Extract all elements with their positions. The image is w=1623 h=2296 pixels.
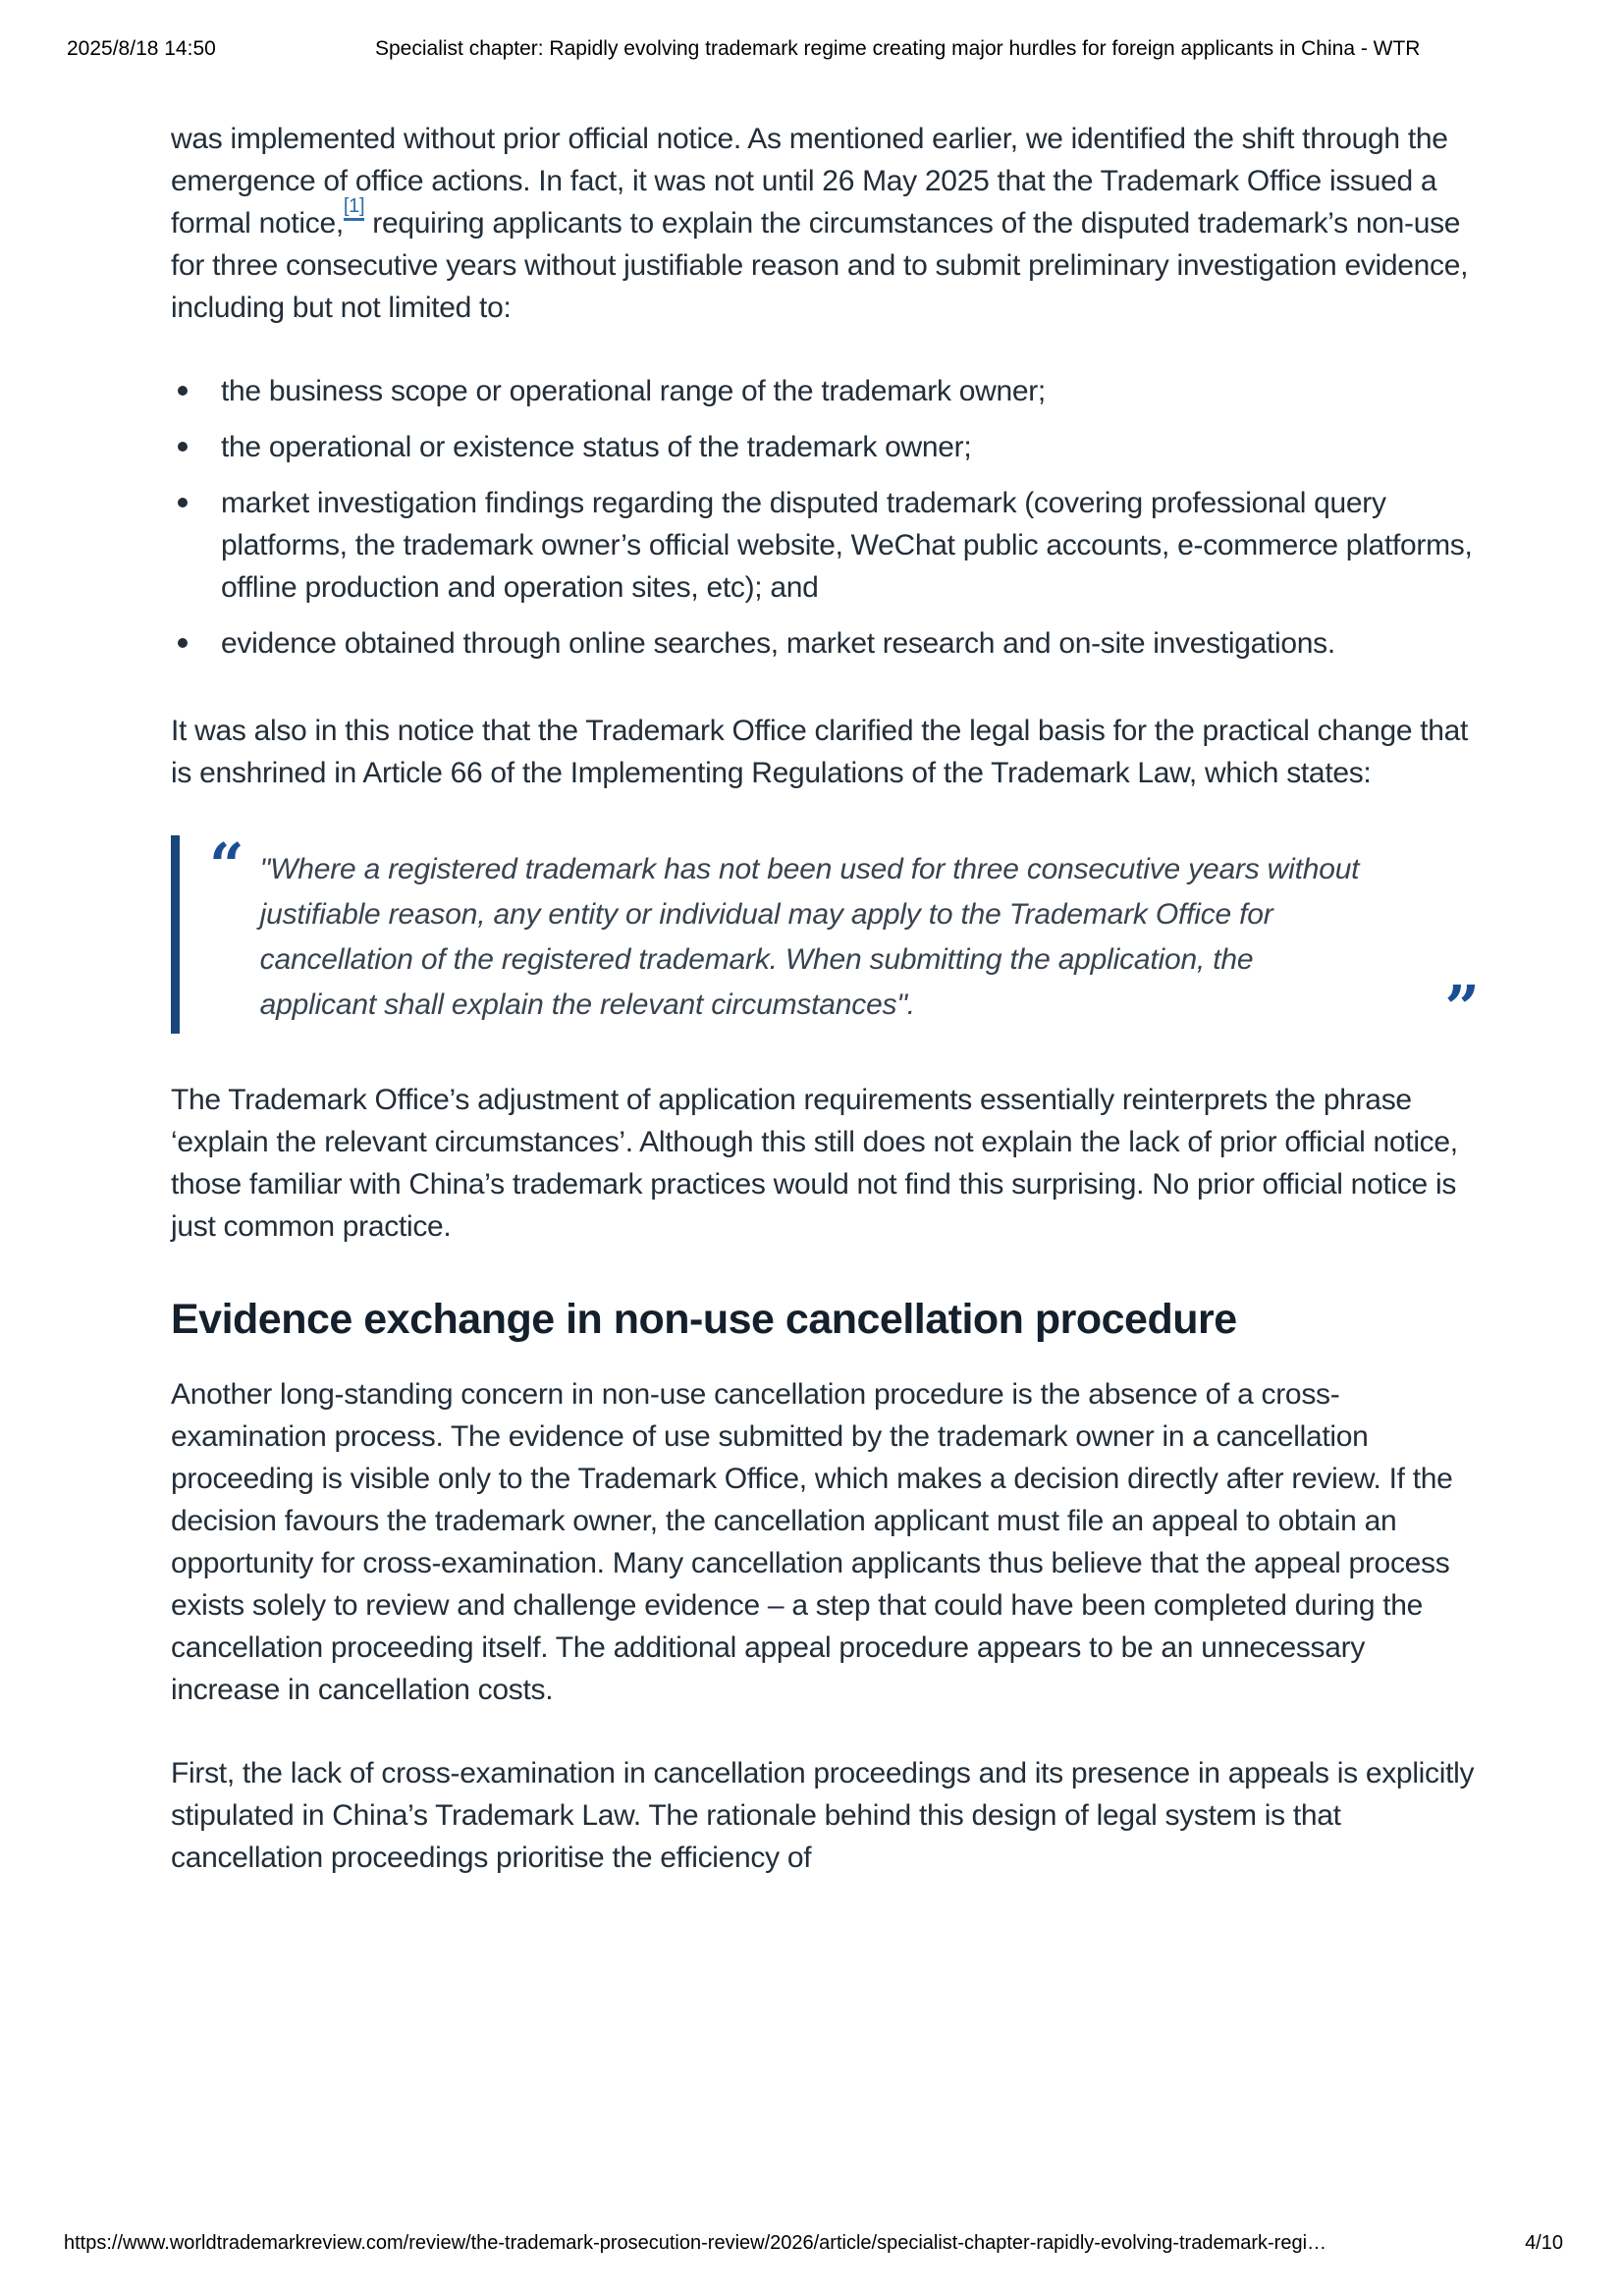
evidence-requirements-list bbox=[171, 370, 1480, 665]
intro-text-before-ref: was implemented without prior official notice. As mentioned earlier, we identified the shift through the emergence of office actions. In fact, it was not until 26 May 2025 that the Trademark Office issued a formal notice, bbox=[171, 123, 1448, 240]
page-indicator: 4/10 bbox=[1525, 2232, 1563, 2254]
paragraph-first-point: First, the lack of cross-examination in cancellation proceedings and its presence in appeals is explicitly stipulated in China’s Trademark Law. The rationale behind this design of legal system is that cancellation proceedings prioritise the efficiency of bbox=[171, 1757, 1475, 1874]
open-quote-icon: “ bbox=[209, 829, 244, 901]
footnote-1-link[interactable]: [1] bbox=[344, 195, 364, 221]
close-quote-icon: ” bbox=[1444, 972, 1480, 1043]
article-content bbox=[171, 118, 1480, 1920]
section-heading: Evidence exchange in non-use cancellation procedure bbox=[171, 1296, 1237, 1343]
print-footer bbox=[0, 2232, 1623, 2255]
print-header bbox=[0, 37, 1623, 67]
paragraph-legal-basis: It was also in this notice that the Trademark Office clarified the legal basis for the practical change that is enshrined in Article 66 of the Implementing Regulations of the Trademark Law, which states: bbox=[171, 715, 1469, 789]
paragraph-intro bbox=[171, 118, 1480, 329]
paragraph-reinterpretation: The Trademark Office’s adjustment of application requirements essentially reinterprets the phrase ‘explain the relevant circumstances’. Although this still does not explain the lack of prior official notice, those familiar with China’s trademark practices would not find this surprising. No prior official notice is just common practice. bbox=[171, 1084, 1458, 1243]
paragraph-cross-examination: Another long-standing concern in non-use cancellation procedure is the absence of a cross-examination process. The evidence of use submitted by the trademark owner in a cancellation proceeding is visible only to the Trademark Office, which makes a decision directly after review. If the decision favours the trademark owner, the cancellation applicant must file an appeal to obtain an opportunity for cross-examination. Many cancellation applicants thus believe that the appeal process exists solely to review and challenge evidence – a step that could have been completed during the cancellation proceeding itself. The additional appeal procedure appears to be an unnecessary increase in cancellation costs. bbox=[171, 1378, 1453, 1706]
print-datetime: 2025/8/18 14:50 bbox=[67, 37, 216, 60]
list-item-operational-status: the operational or existence status of the trademark owner; bbox=[171, 426, 1480, 468]
list-item-evidence-obtained: evidence obtained through online searches, market research and on-site investigations. bbox=[171, 622, 1480, 665]
footer-url: https://www.worldtrademarkreview.com/review/the-trademark-prosecution-review/2026/article/specialist-chapter-rapidly-evolving-trademark-regi… bbox=[64, 2232, 1327, 2254]
list-item-business-scope: the business scope or operational range of the trademark owner; bbox=[171, 370, 1480, 412]
blockquote-article-66 bbox=[171, 829, 1480, 1043]
print-title: Specialist chapter: Rapidly evolving trademark regime creating major hurdles for foreign applicants in China - WTR bbox=[375, 37, 1421, 60]
blockquote-text: "Where a registered trademark has not been used for three consecutive years without justifiable reason, any entity or individual may apply to the Trademark Office for cancellation of the registered trademark. When submitting the application, the applicant shall explain the relevant circumstances". bbox=[259, 853, 1360, 1021]
intro-text-after-ref: requiring applicants to explain the circumstances of the disputed trademark’s non-use for three consecutive years without justifiable reason and to submit preliminary investigation evidence, including but not limited to: bbox=[171, 207, 1469, 324]
list-item-market-investigation: market investigation findings regarding the disputed trademark (covering professional query platforms, the trademark owner’s official website, WeChat public accounts, e-commerce platforms, offline production and operation sites, etc); and bbox=[171, 482, 1480, 609]
